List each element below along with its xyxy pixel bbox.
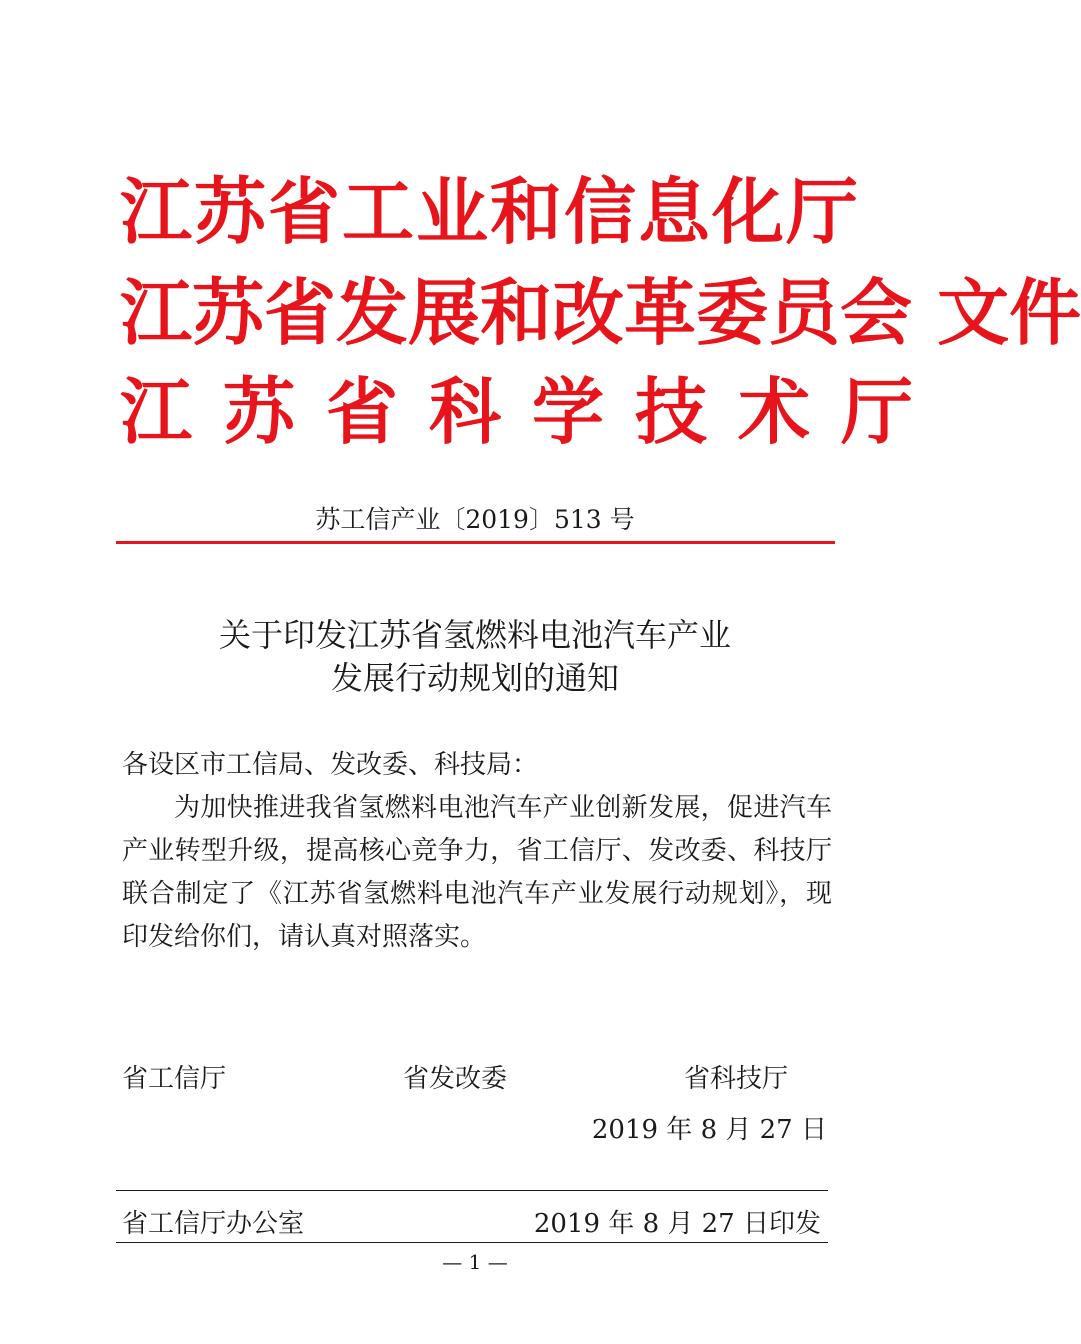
signer-industry-dept: 省工信厅 — [122, 1064, 227, 1094]
page-number: — 1 — — [442, 1250, 508, 1274]
salutation: 各设区市工信局、发改委、科技局： — [122, 750, 539, 780]
footer-divider-top — [116, 1190, 828, 1191]
issuer-header-line-2: 江苏省发展和改革委员会 文件 — [120, 271, 1081, 355]
signers-row — [122, 1058, 822, 1098]
signer-development-commission: 省发改委 — [403, 1064, 508, 1094]
footer-divider-bottom — [116, 1242, 828, 1243]
issuer-header-line-3: 江苏省科学技术厅 — [120, 370, 945, 454]
document-title-line-1: 关于印发江苏省氢燃料电池汽车产业 — [218, 616, 731, 654]
footer-issue-date: 2019 年 8 月 27 日印发 — [533, 1209, 821, 1239]
body-paragraph: 为加快推进我省氢燃料电池汽车产业创新发展，促进汽车产业转型升级，提高核心竞争力，省工信厅、发改委、科技厅联合制定了《江苏省氢燃料电池汽车产业发展行动规划》，现印发给你们，请认真对照落实。 — [122, 793, 832, 952]
signer-science-dept: 省科技厅 — [684, 1064, 789, 1094]
document-title-line-2: 发展行动规划的通知 — [330, 659, 619, 697]
document-number: 苏工信产业〔2019〕513 号 — [315, 505, 635, 534]
footer-issuing-office: 省工信厅办公室 — [122, 1209, 305, 1239]
signing-date: 2019 年 8 月 27 日 — [591, 1115, 827, 1145]
issuer-header-line-1: 江苏省工业和信息化厅 — [120, 170, 861, 254]
red-divider — [116, 541, 835, 544]
